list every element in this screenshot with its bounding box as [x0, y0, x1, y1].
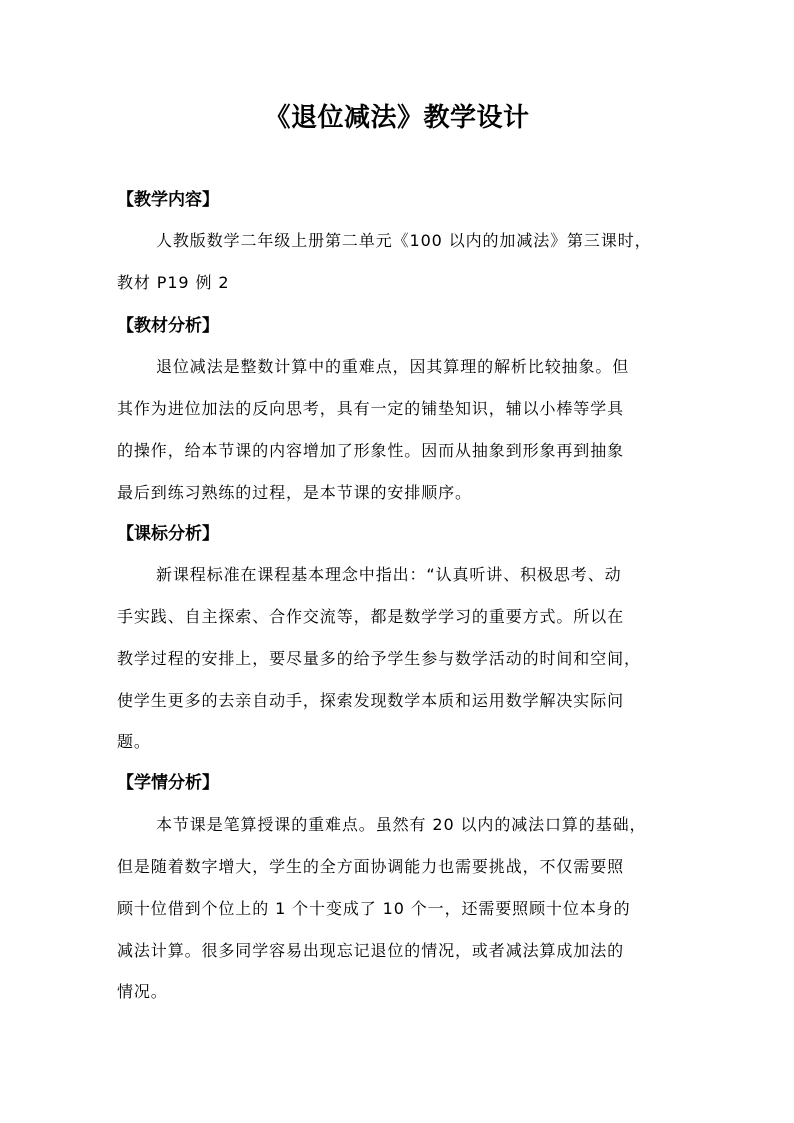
- section-heading-teaching-content: 【教学内容】: [117, 190, 219, 210]
- paragraph-line: 题。: [117, 732, 151, 751]
- paragraph-line: 教学过程的安排上，要尽量多的给予学生参与数学活动的时间和空间，: [117, 649, 641, 668]
- paragraph-line: 的操作，给本节课的内容增加了形象性。因而从抽象到形象再到抽象: [117, 441, 625, 460]
- paragraph-line: 新课程标准在课程基本理念中指出：“认真听讲、积极思考、动: [156, 565, 622, 584]
- paragraph-line: 但是随着数字增大，学生的全方面协调能力也需要挑战，不仅需要照: [117, 857, 625, 876]
- paragraph-line: 本节课是笔算授课的重难点。虽然有 20 以内的减法口算的基础，: [156, 815, 647, 834]
- paragraph-line: 最后到练习熟练的过程，是本节课的安排顺序。: [117, 483, 472, 502]
- paragraph-line: 手实践、自主探索、合作交流等，都是数学学习的重要方式。所以在: [117, 607, 625, 626]
- paragraph-line: 教材 P19 例 2: [117, 273, 230, 292]
- paragraph-line: 其作为进位加法的反向思考，具有一定的铺垫知识，辅以小棒等学具: [117, 399, 625, 418]
- section-heading-curriculum-analysis: 【课标分析】: [117, 524, 219, 544]
- section-heading-student-analysis: 【学情分析】: [117, 773, 219, 793]
- paragraph-line: 人教版数学二年级上册第二单元《100 以内的加减法》第三课时，: [156, 231, 652, 250]
- paragraph-line: 减法计算。很多同学容易出现忘记退位的情况，或者减法算成加法的: [117, 941, 625, 960]
- paragraph-line: 退位减法是整数计算中的重难点，因其算理的解析比较抽象。但: [156, 357, 630, 376]
- paragraph-line: 情况。: [117, 982, 168, 1001]
- section-heading-textbook-analysis: 【教材分析】: [117, 316, 219, 336]
- paragraph-line: 顾十位借到个位上的 1 个十变成了 10 个一，还需要照顾十位本身的: [117, 899, 631, 918]
- paragraph-line: 使学生更多的去亲自动手，探索发现数学本质和运用数学解决实际问: [117, 691, 625, 710]
- document-title: 《退位减法》教学设计: [264, 103, 530, 133]
